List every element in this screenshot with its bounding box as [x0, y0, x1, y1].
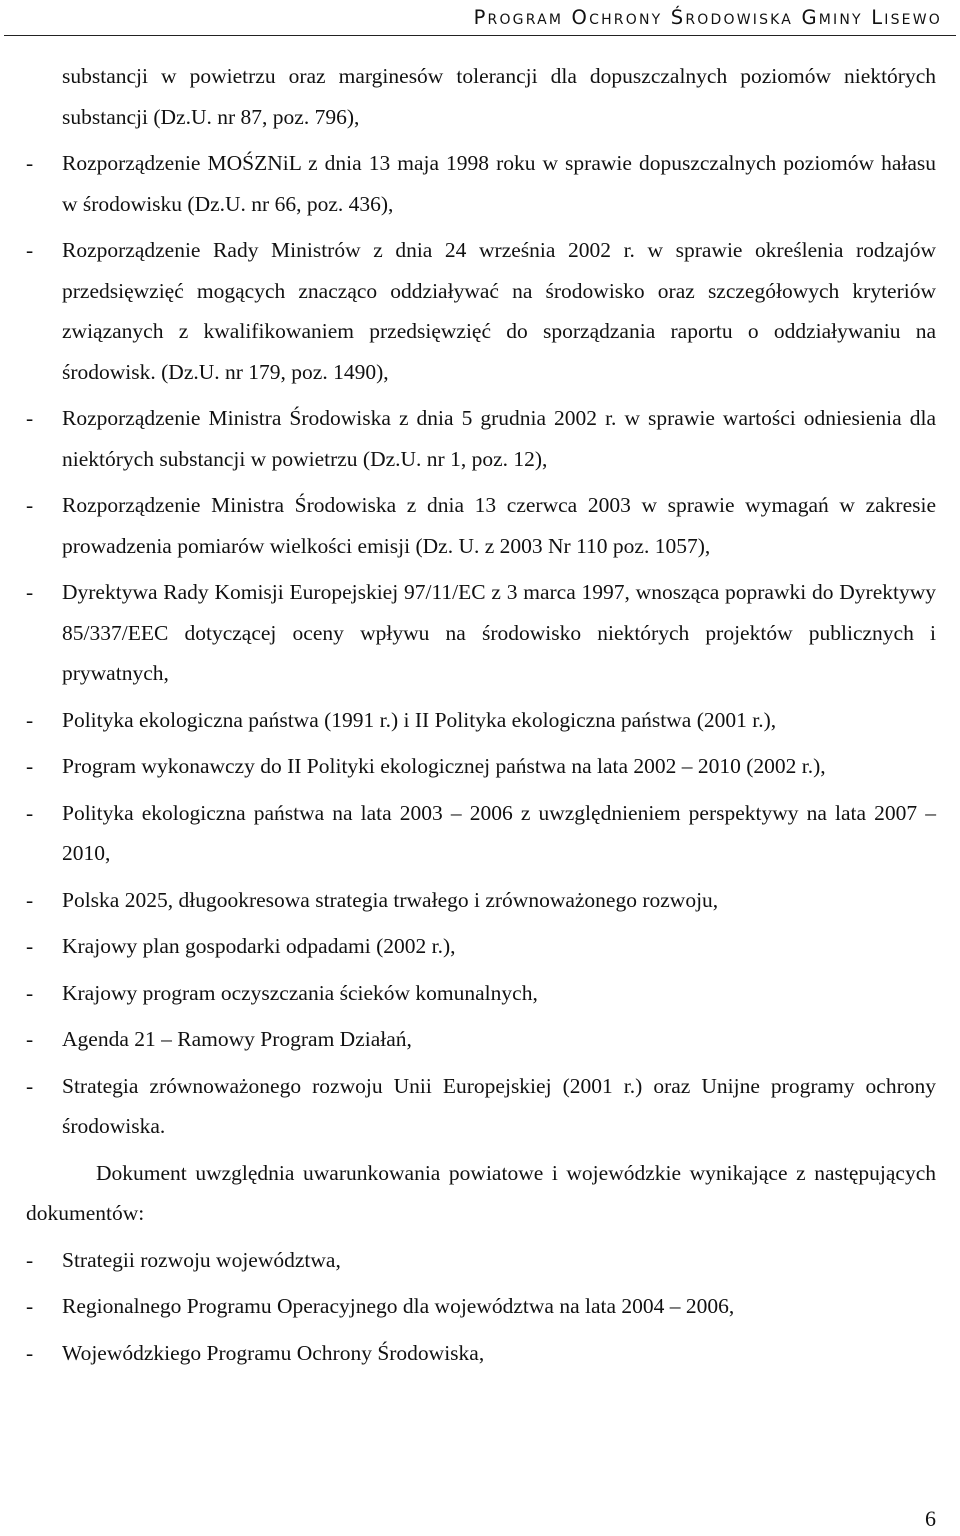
dash-bullet: -: [26, 493, 34, 517]
list-item: [26, 1019, 936, 1060]
dash-bullet: -: [26, 238, 34, 262]
dash-bullet: -: [26, 580, 34, 604]
list-item: [26, 572, 936, 694]
dash-bullet: -: [26, 1073, 34, 1098]
list-item-text: Polityka ekologiczna państwa (1991 r.) i II Polityka ekologiczna państwa (2001 r.),: [62, 707, 777, 732]
list-item-text: Polska 2025, długookresowa strategia trwałego i zrównoważonego rozwoju,: [62, 887, 719, 912]
list-item-text: Krajowy program oczyszczania ścieków komunalnych,: [62, 980, 538, 1005]
list-item-text: Strategii rozwoju województwa,: [62, 1247, 341, 1272]
list-item-text: Rozporządzenie MOŚZNiL z dnia 13 maja 1998 roku w sprawie dopuszczalnych poziomów hałasu w środowisku (Dz.U. nr 66, poz. 436),: [62, 151, 936, 216]
list-item: [26, 230, 936, 392]
header-rule: [4, 35, 956, 36]
list-item: [26, 1240, 936, 1281]
documents-list: [26, 1240, 936, 1374]
list-item: [26, 398, 936, 479]
list-item: [26, 926, 936, 967]
dash-bullet: -: [26, 980, 34, 1005]
list-item-text: Strategia zrównoważonego rozwoju Unii Europejskiej (2001 r.) oraz Unijne programy ochrony środowiska.: [62, 1073, 936, 1138]
list-item: [26, 880, 936, 921]
body-paragraph: Dokument uwzględnia uwarunkowania powiatowe i wojewódzkie wynikające z następujących dokumentów:: [26, 1160, 936, 1225]
dash-bullet: -: [26, 1027, 34, 1051]
list-item-text: Polityka ekologiczna państwa na lata 2003 – 2006 z uwzględnieniem perspektywy na lata 2007 – 2010,: [62, 800, 936, 865]
dash-bullet: -: [26, 151, 34, 175]
list-item: [26, 746, 936, 787]
list-item: [26, 143, 936, 224]
list-item: [26, 973, 936, 1014]
list-item-text: Wojewódzkiego Programu Ochrony Środowiska,: [62, 1340, 485, 1365]
list-item-text: Rozporządzenie Ministra Środowiska z dnia 5 grudnia 2002 r. w sprawie wartości odniesienia dla niektórych substancji w powietrzu (Dz.U. nr 1, poz. 12),: [62, 406, 936, 471]
dash-bullet: -: [26, 406, 34, 430]
dash-bullet: -: [26, 754, 34, 778]
dash-bullet: -: [26, 887, 34, 912]
regulations-list: [26, 143, 936, 1147]
list-item-text: Krajowy plan gospodarki odpadami (2002 r.),: [62, 934, 456, 958]
list-item-text: Dyrektywa Rady Komisji Europejskiej 97/11/EC z 3 marca 1997, wnosząca poprawki do Dyrektywy 85/337/EEC dotyczącej oceny wpływu na środowisko niektórych projektów publicznych i prywatnych,: [62, 580, 936, 685]
continuation-text: substancji w powietrzu oraz marginesów tolerancji dla dopuszczalnych poziomów niektórych substancji (Dz.U. nr 87, poz. 796),: [62, 64, 936, 129]
dash-bullet: -: [26, 800, 34, 825]
list-item-text: Regionalnego Programu Operacyjnego dla województwa na lata 2004 – 2006,: [62, 1294, 735, 1318]
list-item: [26, 700, 936, 741]
header-title: Program Ochrony Środowiska Gminy Lisewo: [473, 6, 942, 29]
dash-bullet: -: [26, 1294, 34, 1318]
dash-bullet: -: [26, 934, 34, 958]
list-item: [26, 485, 936, 566]
list-item-text: Rozporządzenie Ministra Środowiska z dnia 13 czerwca 2003 w sprawie wymagań w zakresie prowadzenia pomiarów wielkości emisji (Dz. U. z 2003 Nr 110 poz. 1057),: [62, 493, 936, 558]
dash-bullet: -: [26, 1247, 34, 1272]
list-item-text: Agenda 21 – Ramowy Program Działań,: [62, 1027, 412, 1051]
list-item-text: Program wykonawczy do II Polityki ekologicznej państwa na lata 2002 – 2010 (2002 r.),: [62, 754, 826, 778]
document-body: [26, 56, 936, 1379]
list-item-text: Rozporządzenie Rady Ministrów z dnia 24 września 2002 r. w sprawie określenia rodzajów przedsięwzięć mogących znacząco oddziaływać na środowisko oraz szczegółowych kryteriów związanych z kwalifikowaniem przedsięwzięć do sporządzania raportu o oddziaływaniu na środowisk. (Dz.U. nr 179, poz. 1490),: [62, 238, 936, 384]
dash-bullet: -: [26, 1340, 34, 1365]
dash-bullet: -: [26, 707, 34, 732]
list-item: [26, 1066, 936, 1147]
page-number: 6: [925, 1506, 936, 1531]
page-header: [0, 0, 960, 38]
list-item: [26, 793, 936, 874]
list-item: [26, 1286, 936, 1327]
list-item: [26, 1333, 936, 1374]
